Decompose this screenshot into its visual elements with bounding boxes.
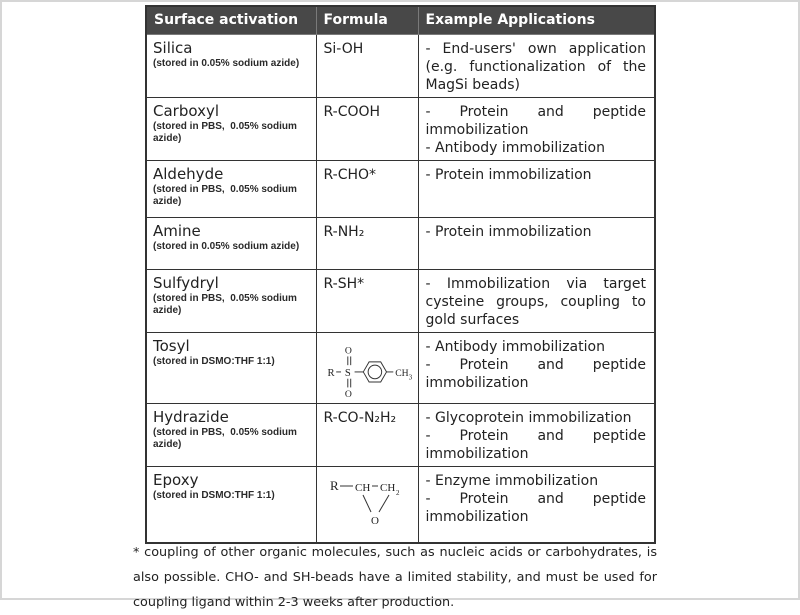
surface-activation-cell (146, 269, 316, 332)
application-item: - Protein immobilization (425, 223, 592, 240)
applications-cell (418, 466, 655, 543)
application-item: - Glycoprotein immobilization (425, 409, 632, 426)
applications-cell (418, 269, 655, 332)
column-header-surface-activation: Surface activation (146, 6, 316, 34)
formula-cell (316, 160, 418, 217)
formula-text: R-SH* (323, 275, 365, 292)
table-row-tosyl (146, 332, 655, 403)
header-row (146, 6, 655, 34)
row-storage-note: (stored in PBS, 0.05% sodium azide) (153, 183, 300, 207)
table-row-sulfydryl (146, 269, 655, 332)
surface-activation-cell (146, 160, 316, 217)
svg-text:CH: CH (354, 481, 370, 494)
applications-cell (418, 403, 655, 466)
row-storage-note: (stored in DSMO:THF 1:1) (153, 489, 275, 501)
row-name: Aldehyde (153, 164, 224, 183)
row-storage-note: (stored in PBS, 0.05% sodium azide) (153, 120, 300, 144)
table-row-aldehyde (146, 160, 655, 217)
application-item: - Protein and peptide immobilization (425, 427, 646, 462)
applications-cell (418, 332, 655, 403)
formula-cell (316, 466, 418, 543)
application-item: - Immobilization via target cysteine groups, coupling to gold surfaces (425, 275, 646, 328)
row-storage-note: (stored in PBS, 0.05% sodium azide) (153, 292, 300, 316)
column-header-formula: Formula (316, 6, 418, 34)
row-name: Hydrazide (153, 407, 229, 426)
table-row-carboxyl (146, 97, 655, 160)
applications-cell (418, 97, 655, 160)
row-name: Tosyl (153, 336, 190, 355)
column-header-example-applications: Example Applications (418, 6, 655, 34)
svg-text:O: O (344, 345, 352, 357)
row-storage-note: (stored in 0.05% sodium azide) (153, 57, 300, 69)
svg-text:CH: CH (394, 367, 409, 379)
application-item: - Protein immobilization (425, 166, 592, 183)
table-row-epoxy (146, 466, 655, 543)
applications-cell (418, 217, 655, 269)
formula-text: R-CO-N₂H₂ (323, 409, 397, 426)
formula-cell (316, 97, 418, 160)
application-item: - Protein and peptide immobilization (425, 356, 646, 391)
svg-text:O: O (344, 388, 352, 400)
formula-cell (316, 34, 418, 97)
tosyl-structure-diagram (324, 340, 419, 400)
epoxy-structure-diagram (327, 474, 413, 536)
formula-cell (316, 269, 418, 332)
surface-activation-cell (146, 403, 316, 466)
svg-text:3: 3 (408, 374, 412, 382)
svg-text:CH: CH (379, 481, 395, 494)
svg-text:R: R (326, 367, 335, 379)
formula-text: R-COOH (323, 103, 381, 120)
application-item: - Protein and peptide immobilization (425, 103, 646, 138)
row-storage-note: (stored in 0.05% sodium azide) (153, 240, 300, 252)
application-item: - End-users' own application (e.g. functionalization of the MagSi beads) (425, 40, 646, 93)
row-name: Carboxyl (153, 101, 219, 120)
surface-activation-cell (146, 97, 316, 160)
surface-activation-cell (146, 466, 316, 543)
footnote-text: * coupling of other organic molecules, such as nucleic acids or carbohydrates, is also possible. CHO- and SH-beads have a limited stability, and must be used for coupling ligand within 2-3 weeks after production. (133, 545, 657, 610)
row-name: Sulfydryl (153, 273, 219, 292)
table-row-silica (146, 34, 655, 97)
svg-text:S: S (344, 367, 351, 379)
table-row-hydrazide (146, 403, 655, 466)
row-name: Silica (153, 38, 193, 57)
row-storage-note: (stored in DSMO:THF 1:1) (153, 355, 275, 367)
row-name: Epoxy (153, 470, 199, 489)
application-item: - Antibody immobilization (425, 139, 605, 156)
formula-text: R-NH₂ (323, 223, 365, 240)
formula-cell (316, 403, 418, 466)
svg-text:2: 2 (395, 488, 399, 497)
svg-text:R: R (329, 477, 339, 493)
applications-cell (418, 160, 655, 217)
formula-cell (316, 217, 418, 269)
svg-text:O: O (370, 514, 379, 527)
surface-activation-cell (146, 34, 316, 97)
table-row-amine (146, 217, 655, 269)
application-item: - Enzyme immobilization (425, 472, 599, 489)
formula-text: Si-OH (323, 40, 364, 57)
row-name: Amine (153, 221, 201, 240)
application-item: - Protein and peptide immobilization (425, 490, 646, 525)
row-storage-note: (stored in PBS, 0.05% sodium azide) (153, 426, 300, 450)
formula-cell (316, 332, 418, 403)
surface-activation-cell (146, 217, 316, 269)
application-item: - Antibody immobilization (425, 338, 605, 355)
applications-cell (418, 34, 655, 97)
surface-activation-cell (146, 332, 316, 403)
surface-activation-table (145, 5, 656, 544)
formula-text: R-CHO* (323, 166, 377, 183)
